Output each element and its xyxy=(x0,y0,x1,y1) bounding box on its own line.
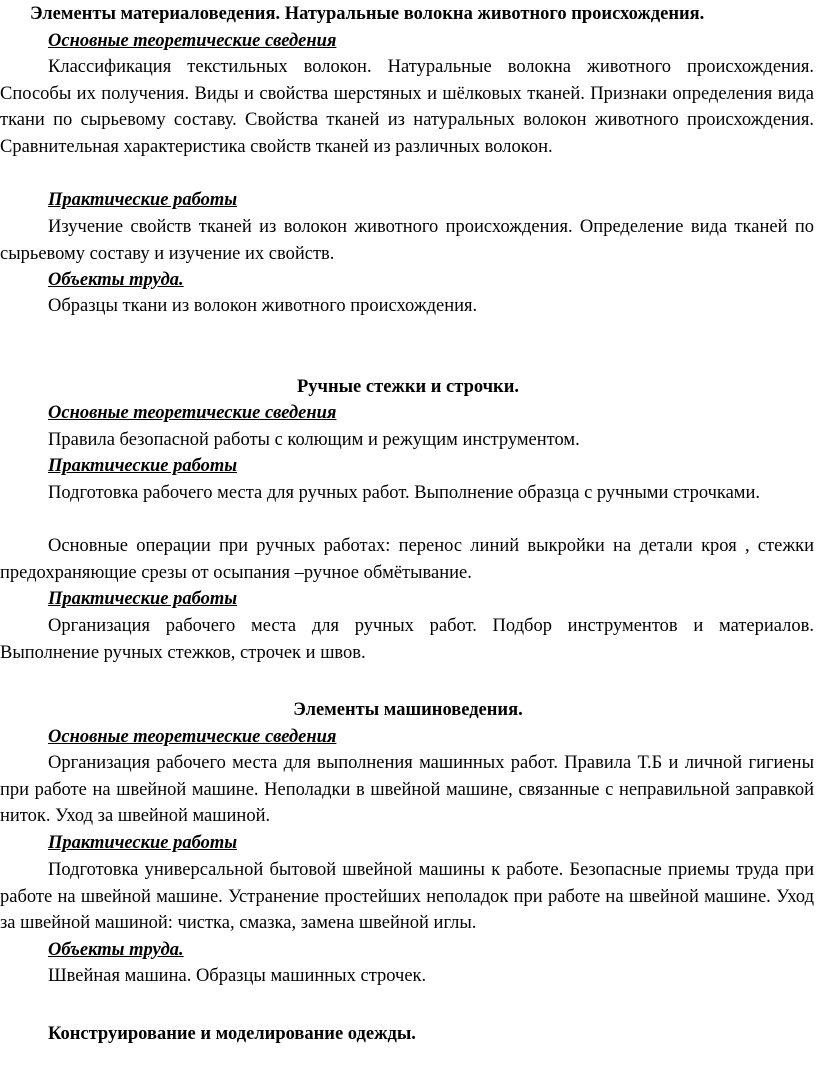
practice-heading: Практические работы xyxy=(48,833,238,853)
objects-heading: Объекты труда. xyxy=(48,940,184,960)
practice-heading: Практические работы xyxy=(48,456,238,476)
theory-heading: Основные теоретические сведения xyxy=(48,403,337,423)
theory-paragraph: Организация рабочего места для выполнения машинных работ. Правила Т.Б и личной гигиены при работе на швейной машине. Неполадки в швейной машине, связанные с неправильной заправкой ниток. Уход за швейной машиной. xyxy=(0,753,814,826)
objects-paragraph: Образцы ткани из волокон животного происхождения. xyxy=(48,296,478,316)
objects-heading: Объекты труда. xyxy=(48,270,184,290)
theory-paragraph: Правила безопасной работы с колющим и режущим инструментом. xyxy=(48,430,580,450)
practice-heading: Практические работы xyxy=(48,589,238,609)
theory-heading: Основные теоретические сведения xyxy=(48,31,337,51)
theory-paragraph: Классификация текстильных волокон. Натуральные волокна животного происхождения. Способы их получения. Виды и свойства шерстяных и шёлковых тканей. Признаки определения вида ткани по сырьевому составу. Свойства тканей из натуральных волокон животного происхождения. Сравнительная характеристика свойств тканей из различных волокон. xyxy=(0,57,814,157)
theory-heading: Основные теоретические сведения xyxy=(48,727,337,747)
practice-paragraph: Организация рабочего места для ручных работ. Подбор инструментов и материалов. Выполнение ручных стежков, строчек и швов. xyxy=(0,616,814,663)
section-title-materials: Элементы материаловедения. Натуральные волокна животного происхождения. xyxy=(30,4,705,24)
objects-paragraph: Швейная машина. Образцы машинных строчек. xyxy=(48,966,427,986)
practice-paragraph: Подготовка универсальной бытовой швейной машины к работе. Безопасные приемы труда при работе на швейной машине. Устранение простейших неполадок при работе на швейной машине. Уход за швейной машиной: чистка, смазка, замена швейной иглы. xyxy=(0,860,814,933)
practice-heading: Практические работы xyxy=(48,190,238,210)
section-title-construction: Конструирование и моделирование одежды. xyxy=(48,1024,416,1044)
section-title-hand-stitches: Ручные стежки и строчки. xyxy=(296,377,520,397)
practice-paragraph: Изучение свойств тканей из волокон животного происхождения. Определение вида тканей по сырьевому составу и изучение их свойств. xyxy=(0,217,814,264)
practice-paragraph: Подготовка рабочего места для ручных работ. Выполнение образца с ручными строчками. xyxy=(48,483,761,503)
practice-paragraph: Основные операции при ручных работах: перенос линий выкройки на детали кроя , стежки предохраняющие срезы от осыпания –ручное обмётывание. xyxy=(0,536,814,583)
section-title-machines: Элементы машиноведения. xyxy=(293,700,523,720)
